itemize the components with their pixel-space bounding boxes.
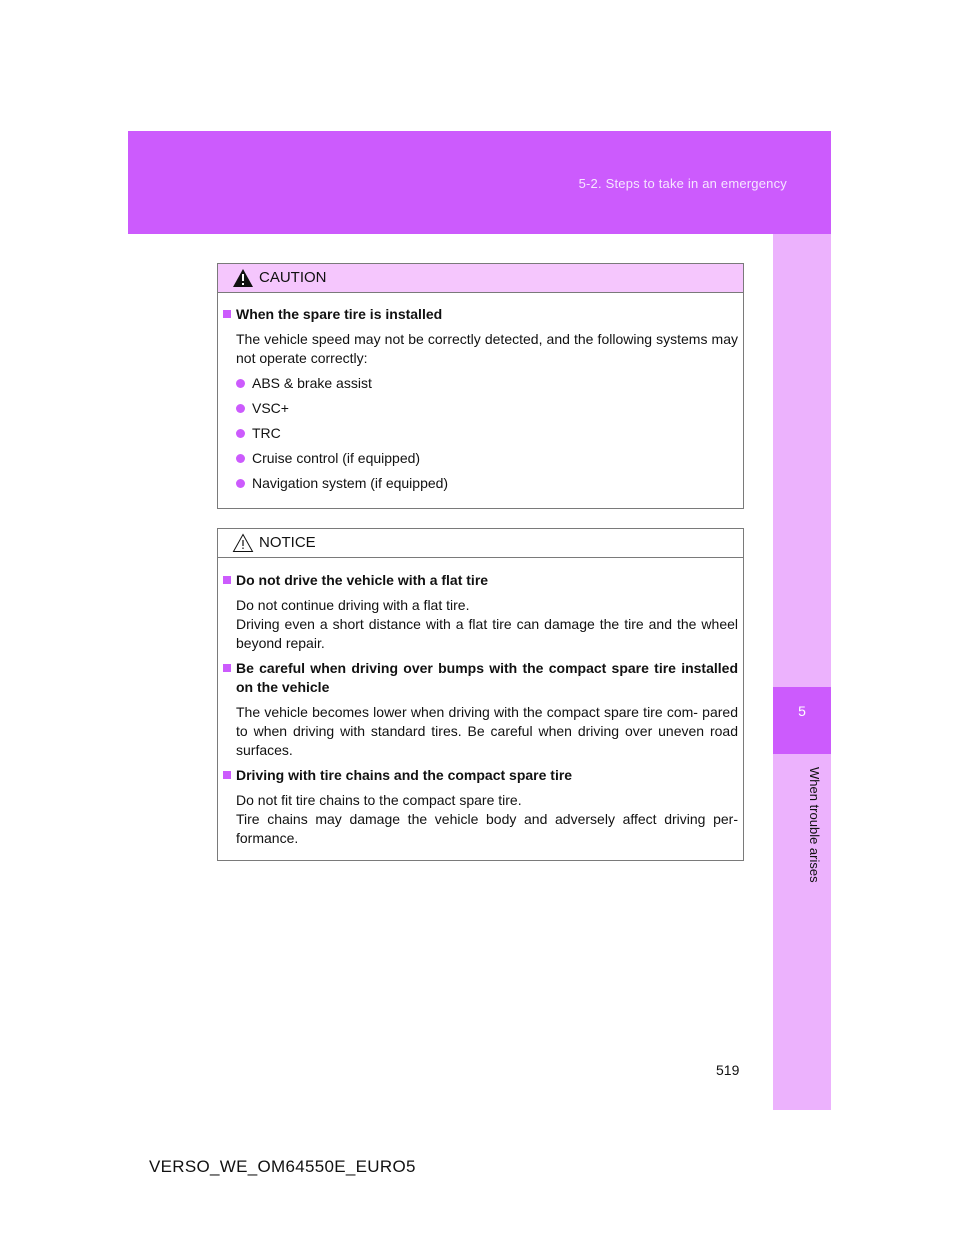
notice-heading: Do not drive the vehicle with a flat tire (223, 571, 738, 590)
list-item: ABS & brake assist (223, 374, 738, 393)
round-bullet-icon (236, 454, 245, 463)
list-item: VSC+ (223, 399, 738, 418)
round-bullet-icon (236, 479, 245, 488)
round-bullet-icon (236, 404, 245, 413)
square-bullet-icon (223, 576, 231, 584)
list-item: Cruise control (if equipped) (223, 449, 738, 468)
notice-text: Do not continue driving with a flat tire. Driving even a short distance with a flat tire can damage the tire and the wheel beyond repair. (236, 597, 738, 651)
caution-box (217, 263, 744, 509)
warning-triangle-icon (232, 268, 254, 288)
round-bullet-icon (236, 429, 245, 438)
notice-header (218, 529, 743, 558)
page-header-band (128, 131, 831, 234)
page-number: 519 (716, 1062, 740, 1078)
square-bullet-icon (223, 310, 231, 318)
caution-title: CAUTION (259, 269, 327, 286)
caution-header (218, 264, 743, 293)
round-bullet-icon (236, 379, 245, 388)
notice-heading: Be careful when driving over bumps with the compact spare tire installed on the vehicle (223, 659, 738, 697)
notice-heading: Driving with tire chains and the compact spare tire (223, 766, 738, 785)
notice-triangle-icon (232, 533, 254, 553)
square-bullet-icon (223, 771, 231, 779)
square-bullet-icon (223, 664, 231, 672)
chapter-title: When trouble arises (807, 767, 822, 883)
notice-box (217, 528, 744, 861)
chapter-number: 5 (798, 703, 806, 719)
notice-title: NOTICE (259, 534, 316, 551)
chapter-tab[interactable] (773, 687, 831, 754)
section-title: 5-2. Steps to take in an emergency (578, 176, 787, 191)
caution-text: The vehicle speed may not be correctly detected, and the following systems may not operate correctly: (236, 331, 738, 366)
notice-text: The vehicle becomes lower when driving with the compact spare tire com- pared to when driving with standard tires. Be careful when driving over uneven road surfaces. (236, 704, 738, 758)
list-item: TRC (223, 424, 738, 443)
list-item: Navigation system (if equipped) (223, 474, 738, 493)
side-tab (773, 234, 831, 1110)
notice-text: Do not fit tire chains to the compact spare tire. Tire chains may damage the vehicle body and adversely affect driving per- formance. (236, 792, 738, 846)
caution-heading: When the spare tire is installed (223, 305, 738, 324)
document-code: VERSO_WE_OM64550E_EURO5 (149, 1157, 416, 1176)
